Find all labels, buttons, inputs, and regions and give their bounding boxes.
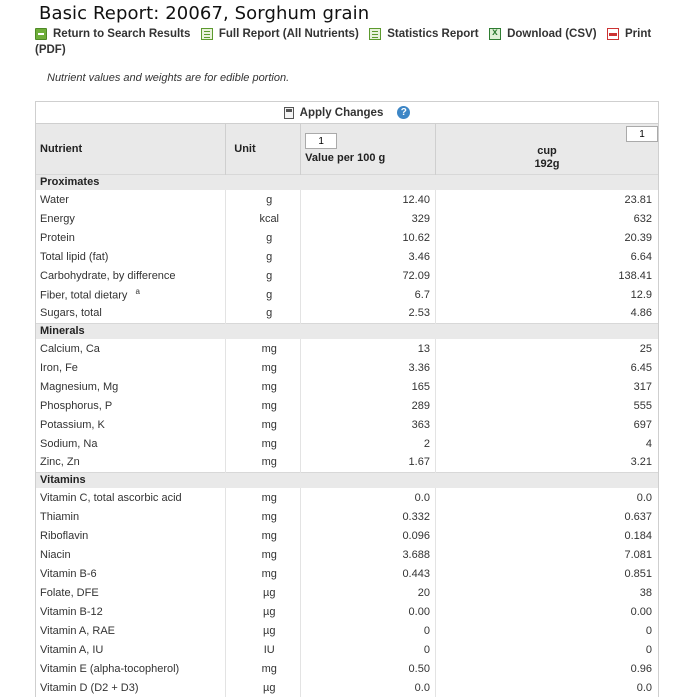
nutrient-name: Vitamin A, RAE (40, 624, 115, 637)
table-row (36, 583, 658, 602)
nutrient-name: Niacin (40, 548, 71, 561)
nutrient-name: Sodium, Na (40, 437, 98, 450)
table-row (36, 507, 658, 526)
cup-value-cell: 317 (633, 380, 652, 393)
unit-cell: mg (226, 545, 301, 564)
unit-cell: mg (226, 488, 301, 507)
full-report-label: Full Report (All Nutrients) (218, 28, 359, 40)
statistics-report-link[interactable] (369, 28, 478, 40)
nutrient-name: Vitamin D (D2 + D3) (40, 681, 139, 694)
per100g-value-cell: 0 (301, 621, 436, 640)
help-icon[interactable]: ? (397, 106, 410, 119)
nutrient-name-cell (36, 304, 226, 323)
table-row (36, 339, 658, 358)
footnote-marker[interactable]: a (135, 287, 140, 297)
nutrient-name-cell (36, 339, 226, 358)
nutrient-name: Vitamin A, IU (40, 643, 104, 656)
nutrient-name-cell (36, 358, 226, 377)
nutrient-name-cell (36, 377, 226, 396)
cup-quantity-input[interactable] (626, 126, 658, 142)
unit-cell: mg (226, 564, 301, 583)
nutrient-name-cell (36, 285, 226, 304)
per100g-value-cell: 1.67 (301, 453, 436, 472)
per100g-value-cell: 6.7 (301, 285, 436, 304)
nutrient-table (36, 124, 658, 697)
nutrient-name-cell (36, 228, 226, 247)
per100g-value-cell: 3.36 (301, 358, 436, 377)
per100g-value-cell: 0.443 (301, 564, 436, 583)
nutrient-name: Protein (40, 231, 75, 244)
per100g-value-cell: 12.40 (301, 190, 436, 209)
edible-portion-note: Nutrient values and weights are for edible portion. (47, 72, 290, 84)
apply-changes-bar (36, 102, 658, 124)
return-to-search-label: Return to Search Results (53, 28, 191, 40)
table-header-row (36, 124, 658, 174)
print-label: Print (624, 28, 652, 40)
nutrient-name-cell (36, 583, 226, 602)
per100g-quantity-input[interactable] (305, 133, 337, 149)
table-row (36, 659, 658, 678)
per100g-value-cell: 2.53 (301, 304, 436, 323)
nutrient-name-cell (36, 190, 226, 209)
cup-value-cell: 38 (639, 586, 652, 599)
per100g-value-cell: 289 (301, 396, 436, 415)
per100g-value-cell: 0 (301, 640, 436, 659)
toolbar-row (35, 27, 665, 44)
full-report-link[interactable] (201, 28, 359, 40)
cup-column-header (435, 124, 658, 174)
print-pdf-link[interactable] (607, 28, 651, 40)
nutrient-name: Calcium, Ca (40, 342, 100, 355)
unit-cell: g (226, 228, 301, 247)
nutrient-name: Sugars, total (40, 307, 102, 320)
cup-value-cell: 12.9 (630, 288, 652, 301)
per100g-value-cell: 2 (301, 434, 436, 453)
cup-value-cell: 3.21 (630, 456, 652, 469)
per100g-value-cell: 0.50 (301, 659, 436, 678)
calculator-icon (284, 107, 294, 119)
nutrient-column-header: Nutrient (36, 124, 226, 174)
unit-cell: mg (226, 659, 301, 678)
nutrient-name: Vitamin C, total ascorbic acid (40, 491, 182, 504)
unit-cell: µg (226, 583, 301, 602)
nutrient-name-cell (36, 621, 226, 640)
unit-cell: mg (226, 396, 301, 415)
nutrient-name-cell (36, 247, 226, 266)
nutrient-name-cell (36, 640, 226, 659)
nutrient-name-cell (36, 564, 226, 583)
page-title: Basic Report: 20067, Sorghum grain (39, 3, 370, 24)
statistics-doc-icon (369, 28, 381, 40)
nutrient-name: Iron, Fe (40, 361, 78, 374)
table-row (36, 415, 658, 434)
download-csv-link[interactable] (489, 28, 596, 40)
unit-cell: mg (226, 434, 301, 453)
nutrient-name: Water (40, 193, 69, 206)
unit-cell: g (226, 266, 301, 285)
unit-cell: kcal (226, 209, 301, 228)
group-name: Proximates (36, 174, 658, 190)
cup-value-cell: 0.851 (624, 567, 652, 580)
unit-cell: mg (226, 358, 301, 377)
table-row (36, 358, 658, 377)
group-name: Vitamins (36, 472, 658, 488)
table-row (36, 266, 658, 285)
per100g-value-cell: 0.0 (301, 678, 436, 697)
table-row (36, 396, 658, 415)
nutrient-name: Fiber, total dietary (40, 289, 128, 302)
nutrient-name-cell (36, 526, 226, 545)
table-row (36, 488, 658, 507)
nutrient-name-cell (36, 453, 226, 472)
nutrient-name: Energy (40, 212, 75, 225)
unit-cell: µg (226, 621, 301, 640)
per100g-value-cell: 329 (301, 209, 436, 228)
nutrient-name: Folate, DFE (40, 586, 99, 599)
cup-value-cell: 555 (633, 399, 652, 412)
table-row (36, 453, 658, 472)
table-row (36, 285, 658, 304)
per100g-value-cell: 165 (301, 377, 436, 396)
table-row (36, 640, 658, 659)
unit-cell: g (226, 285, 301, 304)
cup-value-cell: 0.0 (636, 681, 652, 694)
nutrient-name-cell (36, 488, 226, 507)
cup-value-cell: 0 (645, 624, 652, 637)
nutrient-name-cell (36, 266, 226, 285)
nutrient-name-cell (36, 434, 226, 453)
nutrient-name: Magnesium, Mg (40, 380, 119, 393)
cup-value-cell: 0.00 (630, 605, 652, 618)
unit-cell: g (226, 190, 301, 209)
group-header-row (36, 174, 658, 190)
per100g-value-cell: 0.00 (301, 602, 436, 621)
return-arrow-icon (35, 28, 47, 40)
nutrient-table-panel (35, 101, 659, 697)
per100g-value-cell: 0.332 (301, 507, 436, 526)
apply-changes-button[interactable] (284, 107, 384, 119)
nutrient-name: Vitamin B-6 (40, 567, 97, 580)
nutrient-name-cell (36, 602, 226, 621)
cup-value-cell: 4 (645, 437, 652, 450)
nutrient-name-cell (36, 545, 226, 564)
unit-cell: µg (226, 678, 301, 697)
per100g-column-header (301, 124, 436, 174)
cup-value-cell: 0.0 (636, 491, 652, 504)
table-row (36, 247, 658, 266)
nutrient-name: Zinc, Zn (40, 456, 80, 469)
per100g-value-cell: 13 (301, 339, 436, 358)
cup-value-cell: 632 (633, 212, 652, 225)
table-row (36, 228, 658, 247)
unit-cell: mg (226, 453, 301, 472)
return-to-search-link[interactable] (35, 28, 190, 40)
report-doc-icon (201, 28, 213, 40)
nutrient-name: Vitamin B-12 (40, 605, 103, 618)
table-row (36, 678, 658, 697)
table-row (36, 190, 658, 209)
nutrient-name: Vitamin E (alpha-tocopherol) (40, 662, 180, 675)
download-csv-label: Download (CSV) (507, 28, 597, 40)
cup-measure-label: cup (537, 145, 557, 158)
table-row (36, 377, 658, 396)
cup-value-cell: 0.637 (624, 510, 652, 523)
per100g-value-cell: 0.0 (301, 488, 436, 507)
per100g-value-cell: 72.09 (301, 266, 436, 285)
per100g-value-cell: 3.46 (301, 247, 436, 266)
nutrient-name-cell (36, 209, 226, 228)
apply-changes-label: Apply Changes (299, 106, 384, 119)
unit-cell: mg (226, 377, 301, 396)
nutrient-name: Carbohydrate, by difference (40, 269, 176, 282)
unit-cell: mg (226, 415, 301, 434)
table-row (36, 602, 658, 621)
unit-cell: mg (226, 339, 301, 358)
per100g-value-cell: 0.096 (301, 526, 436, 545)
table-row (36, 209, 658, 228)
cup-value-cell: 138.41 (618, 269, 652, 282)
cup-value-cell: 4.86 (630, 307, 652, 320)
nutrient-name: Riboflavin (40, 529, 89, 542)
nutrient-table-body (36, 174, 658, 697)
cup-value-cell: 0.96 (630, 662, 652, 675)
nutrient-name: Total lipid (fat) (40, 250, 109, 263)
nutrient-name: Thiamin (40, 510, 80, 523)
print-pdf-sub-label[interactable]: (PDF) (35, 44, 66, 56)
table-row (36, 621, 658, 640)
per100g-value-cell: 20 (301, 583, 436, 602)
cup-value-cell: 7.081 (624, 548, 652, 561)
cup-value-cell: 0 (645, 643, 652, 656)
nutrient-name-cell (36, 659, 226, 678)
unit-column-header: Unit (226, 124, 301, 174)
cup-value-cell: 23.81 (624, 193, 652, 206)
per100g-value-cell: 363 (301, 415, 436, 434)
pdf-icon (607, 28, 619, 40)
table-row (36, 545, 658, 564)
spreadsheet-icon (489, 28, 501, 40)
cup-value-cell: 0.184 (624, 529, 652, 542)
unit-cell: mg (226, 526, 301, 545)
table-row (36, 564, 658, 583)
nutrient-name-cell (36, 415, 226, 434)
unit-cell: g (226, 304, 301, 323)
unit-cell: IU (226, 640, 301, 659)
nutrient-name: Phosphorus, P (40, 399, 113, 412)
cup-value-cell: 20.39 (624, 231, 652, 244)
table-row (36, 526, 658, 545)
cup-value-cell: 25 (639, 342, 652, 355)
nutrient-name-cell (36, 678, 226, 697)
cup-weight-label: 192g (534, 158, 560, 171)
cup-value-cell: 697 (633, 418, 652, 431)
table-row (36, 434, 658, 453)
group-name: Minerals (36, 323, 658, 339)
per100g-value-cell: 10.62 (301, 228, 436, 247)
per100g-label: Value per 100 g (305, 152, 386, 165)
unit-cell: g (226, 247, 301, 266)
group-header-row (36, 472, 658, 488)
per100g-value-cell: 3.688 (301, 545, 436, 564)
cup-value-cell: 6.45 (630, 361, 652, 374)
statistics-report-label: Statistics Report (387, 28, 479, 40)
cup-value-cell: 6.64 (630, 250, 652, 263)
group-header-row (36, 323, 658, 339)
unit-cell: mg (226, 507, 301, 526)
nutrient-name: Potassium, K (40, 418, 105, 431)
table-row (36, 304, 658, 323)
nutrient-name-cell (36, 507, 226, 526)
unit-cell: µg (226, 602, 301, 621)
nutrient-name-cell (36, 396, 226, 415)
report-toolbar (35, 27, 665, 61)
